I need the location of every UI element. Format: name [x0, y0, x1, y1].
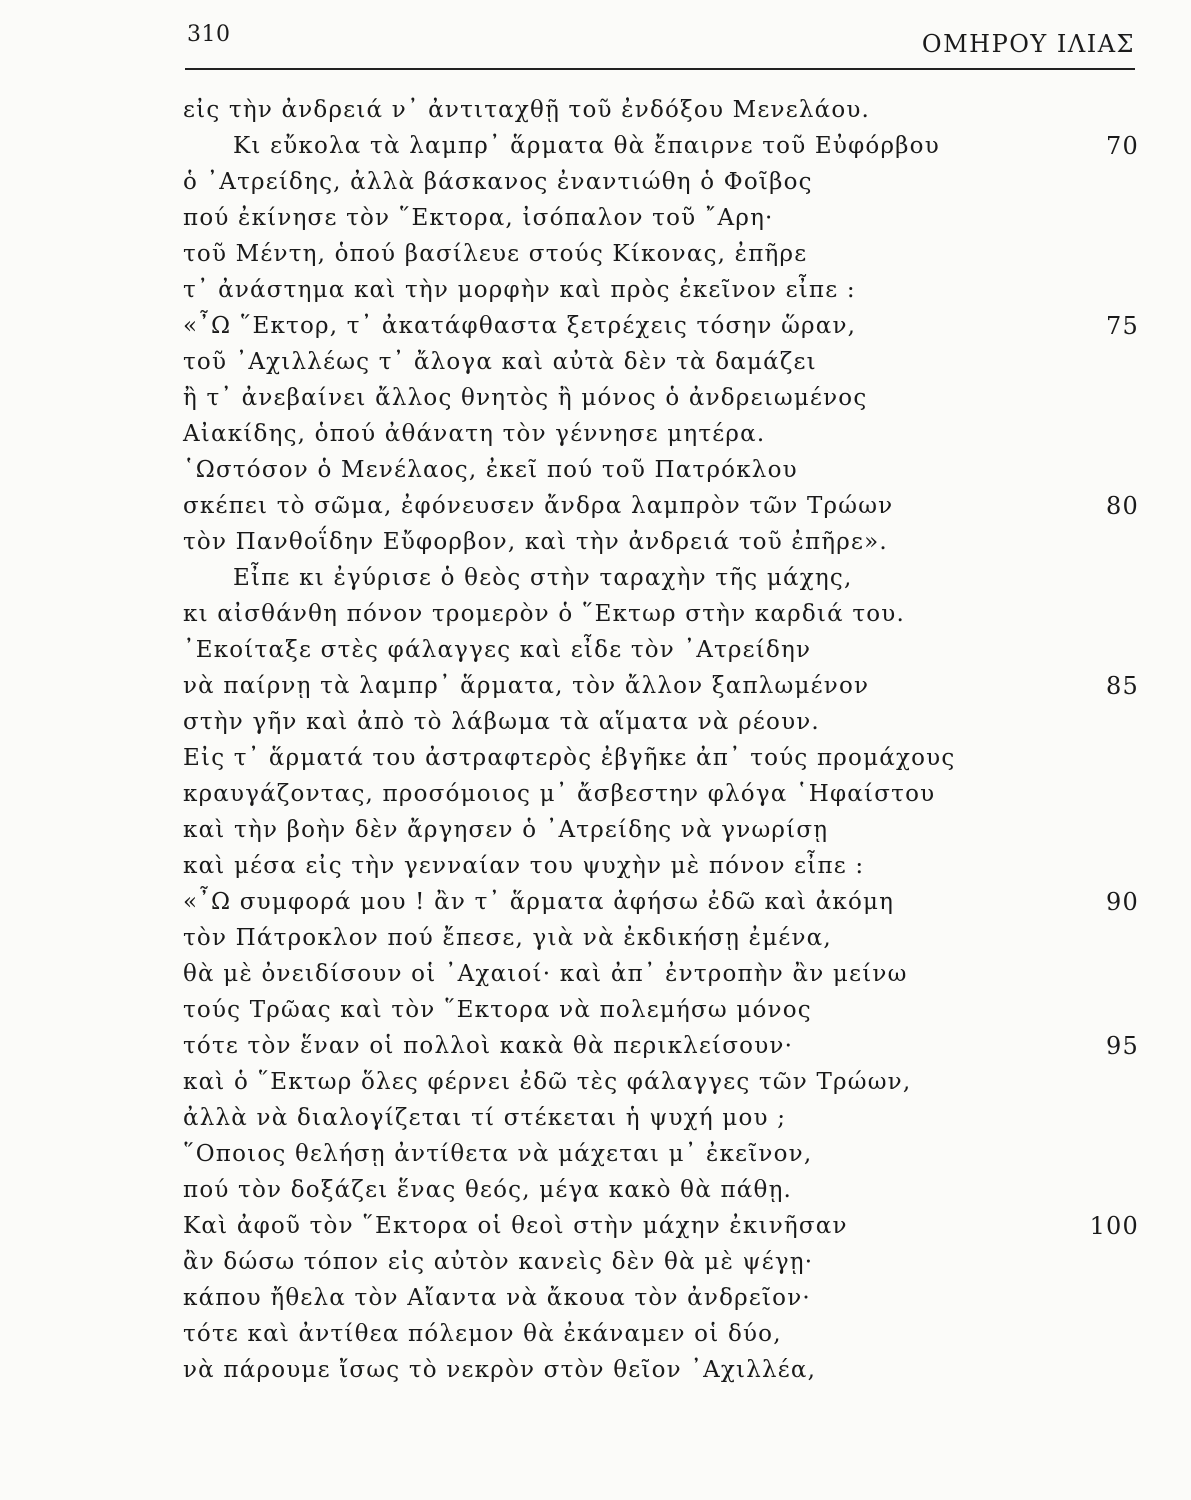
- verse-text: τοῦ ᾿Αχιλλέως τ᾿ ἄλογα καὶ αὐτὰ δὲν τὰ δαμάζει: [183, 349, 817, 375]
- verse-text: Αἰακίδης, ὁπού ἀθάνατη τὸν γέννησε μητέρα.: [183, 421, 766, 447]
- verse-text: ὁ ᾿Ατρείδης, ἀλλὰ βάσκανος ἐναντιώθη ὁ Φοῖβος: [183, 169, 813, 195]
- verse-line: [0, 1244, 1191, 1280]
- running-title: ΟΜΗΡΟΥ ΙΛΙΑΣ: [921, 30, 1135, 58]
- verse-line: [0, 92, 1191, 128]
- verse-text: «῏Ω ῞Εκτορ, τ᾿ ἀκατάφθαστα ξετρέχεις τόσην ὥραν,: [183, 313, 857, 339]
- line-number: 75: [1106, 312, 1139, 340]
- verse-text: ἢ τ᾿ ἀνεβαίνει ἄλλος θνητὸς ἢ μόνος ὁ ἀνδρειωμένος: [183, 385, 868, 411]
- verse-text: κι αἰσθάνθη πόνον τρομερὸν ὁ ῞Εκτωρ στὴν καρδιά του.: [183, 601, 905, 627]
- verse-block: [0, 92, 1191, 1388]
- verse-text: νὰ πάρουμε ἴσως τὸ νεκρὸν στὸν θεῖον ᾿Αχιλλέα,: [183, 1357, 817, 1383]
- verse-text: τούς Τρῶας καὶ τὸν ῞Εκτορα νὰ πολεμήσω μόνος: [183, 997, 812, 1023]
- verse-line: [0, 632, 1191, 668]
- verse-line: [0, 1280, 1191, 1316]
- verse-text: καὶ τὴν βοὴν δὲν ἄργησεν ὁ ᾿Ατρείδης νὰ γνωρίσῃ: [183, 817, 829, 843]
- verse-text: ῞Οποιος θελήσῃ ἀντίθετα νὰ μάχεται μ᾿ ἐκεῖνον,: [183, 1141, 813, 1167]
- verse-text: Εἰς τ᾿ ἅρματά του ἀστραφτερὸς ἐβγῆκε ἀπ᾿ τούς προμάχους: [183, 745, 956, 771]
- verse-text: τ᾿ ἀνάστημα καὶ τὴν μορφὴν καὶ πρὸς ἐκεῖνον εἶπε :: [183, 277, 856, 303]
- verse-line: [0, 668, 1191, 704]
- verse-text: τότε τὸν ἕναν οἱ πολλοὶ κακὰ θὰ περικλείσουν·: [183, 1033, 794, 1059]
- verse-text: τὸν Πανθοΐδην Εὔφορβον, καὶ τὴν ἀνδρειά τοῦ ἐπῆρε».: [183, 529, 888, 555]
- verse-text: καὶ μέσα εἰς τὴν γενναίαν του ψυχὴν μὲ πόνον εἶπε :: [183, 853, 865, 879]
- verse-text: πού ἐκίνησε τὸν ῞Εκτορα, ἰσόπαλον τοῦ ῎Αρη·: [183, 205, 774, 231]
- line-number: 90: [1106, 888, 1139, 916]
- line-number: 80: [1106, 492, 1139, 520]
- line-number: 85: [1106, 672, 1139, 700]
- verse-text: πού τὸν δοξάζει ἕνας θεός, μέγα κακὸ θὰ πάθῃ.: [183, 1177, 793, 1203]
- verse-line: [0, 308, 1191, 344]
- verse-line: [0, 884, 1191, 920]
- verse-line: [0, 740, 1191, 776]
- line-number: 100: [1089, 1212, 1139, 1240]
- verse-line: [0, 452, 1191, 488]
- verse-line: [0, 524, 1191, 560]
- verse-text: σκέπει τὸ σῶμα, ἐφόνευσεν ἄνδρα λαμπρὸν τῶν Τρώων: [183, 493, 894, 519]
- verse-text: κάπου ἤθελα τὸν Αἴαντα νὰ ἄκουα τὸν ἀνδρεῖον·: [183, 1285, 811, 1311]
- verse-text: ἂν δώσω τόπον εἰς αὐτὸν κανεὶς δὲν θὰ μὲ ψέγῃ·: [183, 1249, 814, 1275]
- verse-text: τότε καὶ ἀντίθεα πόλεμον θὰ ἐκάναμεν οἱ δύο,: [183, 1321, 782, 1347]
- verse-line: [0, 704, 1191, 740]
- verse-text: νὰ παίρνῃ τὰ λαμπρ᾿ ἅρματα, τὸν ἄλλον ξαπλωμένον: [183, 673, 870, 699]
- verse-line: [0, 1352, 1191, 1388]
- header-rule: [185, 68, 1135, 70]
- verse-line: [0, 992, 1191, 1028]
- verse-line: [0, 1316, 1191, 1352]
- verse-line: [0, 1100, 1191, 1136]
- verse-line: [0, 164, 1191, 200]
- verse-text: θὰ μὲ ὀνειδίσουν οἱ ᾿Αχαιοί· καὶ ἀπ᾿ ἐντροπὴν ἂν μείνω: [183, 961, 908, 987]
- verse-line: [0, 1172, 1191, 1208]
- verse-line: [0, 812, 1191, 848]
- verse-line: [0, 1208, 1191, 1244]
- verse-line: [0, 776, 1191, 812]
- verse-line: [0, 848, 1191, 884]
- verse-line: [0, 272, 1191, 308]
- verse-line: [0, 200, 1191, 236]
- verse-line: [0, 236, 1191, 272]
- verse-text: εἰς τὴν ἀνδρειά ν᾿ ἀντιταχθῇ τοῦ ἐνδόξου Μενελάου.: [183, 97, 871, 123]
- verse-text: Εἶπε κι ἐγύρισε ὁ θεὸς στὴν ταραχὴν τῆς μάχης,: [233, 565, 853, 591]
- verse-text: ῾Ωστόσον ὁ Μενέλαος, ἐκεῖ πού τοῦ Πατρόκλου: [183, 457, 798, 483]
- verse-line: [0, 920, 1191, 956]
- line-number: 70: [1106, 132, 1139, 160]
- page-number: 310: [187, 22, 231, 47]
- verse-line: [0, 1028, 1191, 1064]
- verse-line: [0, 344, 1191, 380]
- verse-line: [0, 128, 1191, 164]
- verse-text: κραυγάζοντας, προσόμοιος μ᾿ ἄσβεστην φλόγα ῾Ηφαίστου: [183, 781, 936, 807]
- verse-text: Κι εὔκολα τὰ λαμπρ᾿ ἅρματα θὰ ἔπαιρνε τοῦ Εὐφόρβου: [233, 133, 940, 159]
- verse-line: [0, 956, 1191, 992]
- verse-line: [0, 596, 1191, 632]
- verse-line: [0, 488, 1191, 524]
- verse-text: καὶ ὁ ῞Εκτωρ ὅλες φέρνει ἐδῶ τὲς φάλαγγες τῶν Τρώων,: [183, 1069, 912, 1095]
- verse-text: στὴν γῆν καὶ ἀπὸ τὸ λάβωμα τὰ αἵματα νὰ ρέουν.: [183, 709, 820, 735]
- verse-text: Καὶ ἀφοῦ τὸν ῞Εκτορα οἱ θεοὶ στὴν μάχην ἐκινῆσαν: [183, 1213, 848, 1239]
- verse-line: [0, 416, 1191, 452]
- verse-line: [0, 1136, 1191, 1172]
- verse-text: τὸν Πάτροκλον πού ἔπεσε, γιὰ νὰ ἐκδικήσῃ ἐμένα,: [183, 925, 832, 951]
- verse-line: [0, 560, 1191, 596]
- verse-text: ἀλλὰ νὰ διαλογίζεται τί στέκεται ἡ ψυχή μου ;: [183, 1105, 787, 1131]
- verse-text: «῏Ω συμφορά μου ! ἂν τ᾿ ἅρματα ἀφήσω ἐδῶ καὶ ἀκόμη: [183, 889, 895, 915]
- verse-text: ᾿Εκοίταξε στὲς φάλαγγες καὶ εἶδε τὸν ᾿Ατρείδην: [183, 637, 812, 663]
- line-number: 95: [1106, 1032, 1139, 1060]
- verse-line: [0, 1064, 1191, 1100]
- verse-text: τοῦ Μέντη, ὁπού βασίλευε στούς Κίκονας, ἐπῆρε: [183, 241, 808, 267]
- verse-line: [0, 380, 1191, 416]
